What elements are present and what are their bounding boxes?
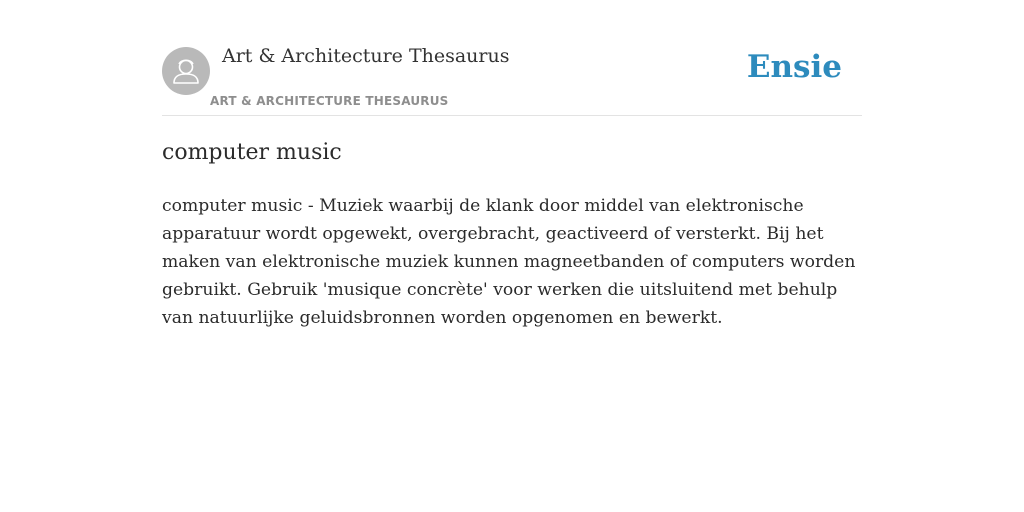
entry-title: computer music	[162, 140, 342, 165]
user-icon	[162, 47, 210, 95]
brand-logo[interactable]: Ensie	[746, 49, 842, 85]
header	[162, 40, 862, 116]
author-subtitle[interactable]: ART & ARCHITECTURE THESAURUS	[210, 94, 449, 108]
author-name[interactable]: Art & Architecture Thesaurus	[222, 45, 510, 67]
entry-definition: computer music - Muziek waarbij de klank door middel van elektronische apparatuur wordt opgewekt, overgebracht, geactiveerd of versterkt. Bij het maken van elektronische muziek kunnen magneetbanden of computers worden gebruikt. Gebruik 'musique concrète' voor werken die uitsluitend met behulp van natuurlijke geluidsbronnen worden opgenomen en bewerkt.	[162, 196, 856, 328]
avatar[interactable]	[162, 47, 210, 95]
